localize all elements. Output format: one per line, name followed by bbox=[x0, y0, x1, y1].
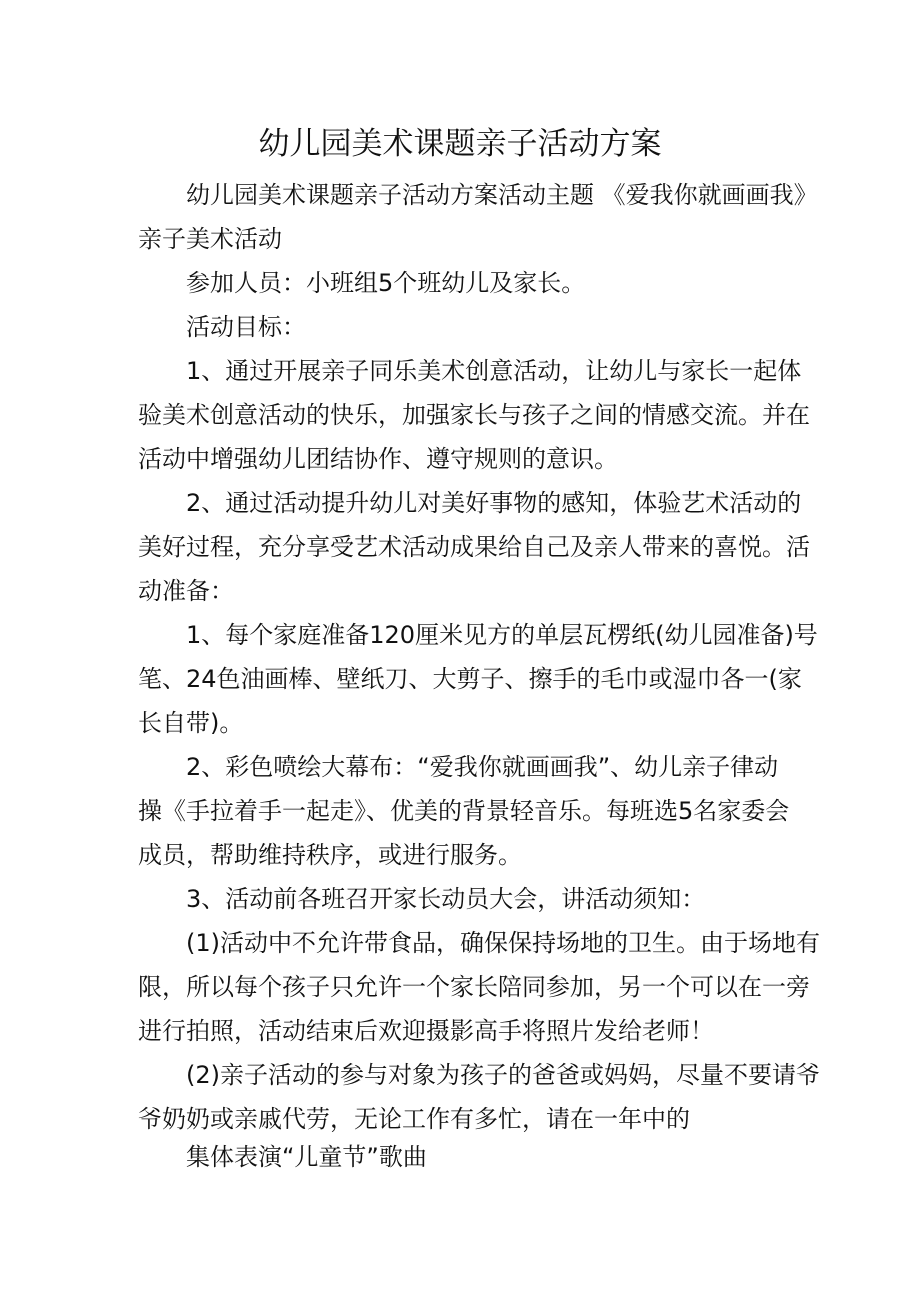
paragraph-line: 笔、24色油画棒、壁纸刀、大剪子、擦手的毛巾或湿巾各一(家 bbox=[138, 665, 802, 693]
paragraph-line: 美好过程，充分享受艺术活动成果给自己及亲人带来的喜悦。活 bbox=[138, 533, 810, 561]
paragraph-line: 1、通过开展亲子同乐美术创意活动，让幼儿与家长一起体 bbox=[186, 357, 802, 385]
paragraph-line: 3、活动前各班召开家长动员大会，讲活动须知： bbox=[186, 885, 706, 913]
paragraph-line: 参加人员：小班组5个班幼儿及家长。 bbox=[186, 269, 586, 297]
page-title: 幼儿园美术课题亲子活动方案 bbox=[258, 126, 662, 162]
paragraph-line: 爷奶奶或亲戚代劳，无论工作有多忙，请在一年中的 bbox=[138, 1105, 690, 1133]
paragraph-line: (2)亲子活动的参与对象为孩子的爸爸或妈妈，尽量不要请爷 bbox=[186, 1061, 820, 1089]
paragraph-line: 2、通过活动提升幼儿对美好事物的感知，体验艺术活动的 bbox=[186, 489, 802, 517]
paragraph-line: 操《手拉着手一起走》、优美的背景轻音乐。每班选5名家委会 bbox=[138, 797, 790, 825]
paragraph-line: 集体表演“儿童节”歌曲 bbox=[186, 1143, 427, 1171]
paragraph-line: 动准备： bbox=[138, 577, 234, 605]
paragraph-line: 限，所以每个孩子只允许一个家长陪同参加，另一个可以在一旁 bbox=[138, 973, 810, 1001]
paragraph-line: 进行拍照，活动结束后欢迎摄影高手将照片发给老师！ bbox=[138, 1017, 714, 1045]
paragraph-line: 幼儿园美术课题亲子活动方案活动主题 《爱我你就画画我》 bbox=[186, 181, 818, 209]
paragraph-line: (1)活动中不允许带食品，确保保持场地的卫生。由于场地有 bbox=[186, 929, 820, 957]
paragraph-line: 验美术创意活动的快乐，加强家长与孩子之间的情感交流。并在 bbox=[138, 401, 810, 429]
paragraph-line: 成员，帮助维持秩序，或进行服务。 bbox=[138, 841, 522, 869]
paragraph-line: 长自带)。 bbox=[138, 709, 244, 737]
paragraph-line: 亲子美术活动 bbox=[138, 225, 282, 253]
paragraph-line: 活动目标： bbox=[186, 313, 306, 341]
paragraph-line: 2、彩色喷绘大幕布：“爱我你就画画我”、幼儿亲子律动 bbox=[186, 753, 779, 781]
paragraph-line: 活动中增强幼儿团结协作、遵守规则的意识。 bbox=[138, 445, 618, 473]
paragraph-line: 1、每个家庭准备120厘米见方的单层瓦楞纸(幼儿园准备)号 bbox=[186, 621, 818, 649]
